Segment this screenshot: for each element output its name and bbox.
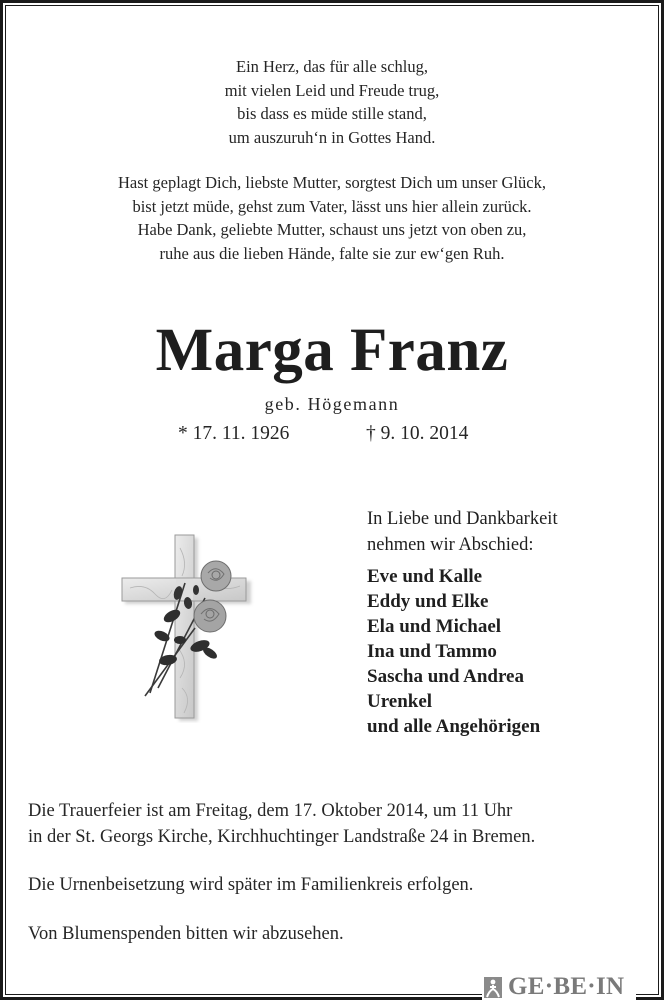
mourners-list bbox=[367, 564, 558, 739]
farewell-intro-line: In Liebe und Dankbarkeit bbox=[367, 509, 558, 529]
poem-line: bist jetzt müde, gehst zum Vater, lässt uns hier allein zurück. bbox=[132, 196, 532, 216]
mourner-item: Sascha und Andrea bbox=[367, 666, 524, 687]
cross-with-roses-icon bbox=[110, 528, 260, 723]
poem-line: bis dass es müde stille stand, bbox=[237, 104, 427, 123]
urn-notice: Die Urnenbeisetzung wird später im Familienkreis erfolgen. bbox=[28, 875, 474, 895]
mourner-item: Urenkel bbox=[367, 691, 433, 712]
family-block bbox=[367, 506, 558, 739]
funeral-notice-line: Die Trauerfeier ist am Freitag, dem 17. Oktober 2014, um 11 Uhr bbox=[28, 801, 513, 821]
mourner-item: Ina und Tammo bbox=[367, 641, 497, 662]
poem-line: um auszuruh‘n in Gottes Hand. bbox=[228, 127, 436, 147]
mourner-item: und alle Angehörigen bbox=[367, 716, 541, 737]
mourner-item: Eve und Kalle bbox=[367, 566, 483, 587]
poem-stanza-2 bbox=[0, 171, 664, 265]
gebein-figure-icon bbox=[484, 977, 502, 998]
flowers-notice: Von Blumenspenden bitten wir abzusehen. bbox=[28, 924, 344, 944]
death-date: † 9. 10. 2014 bbox=[366, 423, 469, 444]
maiden-name: geb. Högemann bbox=[264, 394, 400, 414]
mourner-item: Eddy und Elke bbox=[367, 591, 489, 612]
poem-line: Hast geplagt Dich, liebste Mutter, sorgtest Dich um unser Glück, bbox=[118, 173, 546, 192]
poem-line: Ein Herz, das für alle schlug, bbox=[236, 57, 428, 76]
poem-line: ruhe aus die lieben Hände, falte sie zur ew‘gen Ruh. bbox=[159, 243, 505, 263]
birth-date: * 17. 11. 1926 bbox=[178, 423, 290, 444]
poem-line: mit vielen Leid und Freude trug, bbox=[224, 80, 440, 100]
gebein-logo-text: GE·BE·IN bbox=[508, 973, 625, 1000]
poem-line: Habe Dank, geliebte Mutter, schaust uns jetzt von oben zu, bbox=[137, 220, 527, 239]
gebein-logo bbox=[484, 973, 625, 1000]
funeral-notice-line: in der St. Georgs Kirche, Kirchhuchtinger Landstraße 24 in Bremen. bbox=[28, 827, 536, 847]
farewell-intro-line: nehmen wir Abschied: bbox=[367, 535, 534, 555]
funeral-notice bbox=[28, 798, 535, 850]
deceased-name: Marga Franz bbox=[155, 317, 509, 384]
mourner-item: Ela und Michael bbox=[367, 616, 502, 637]
poem-stanza-1 bbox=[0, 55, 664, 149]
